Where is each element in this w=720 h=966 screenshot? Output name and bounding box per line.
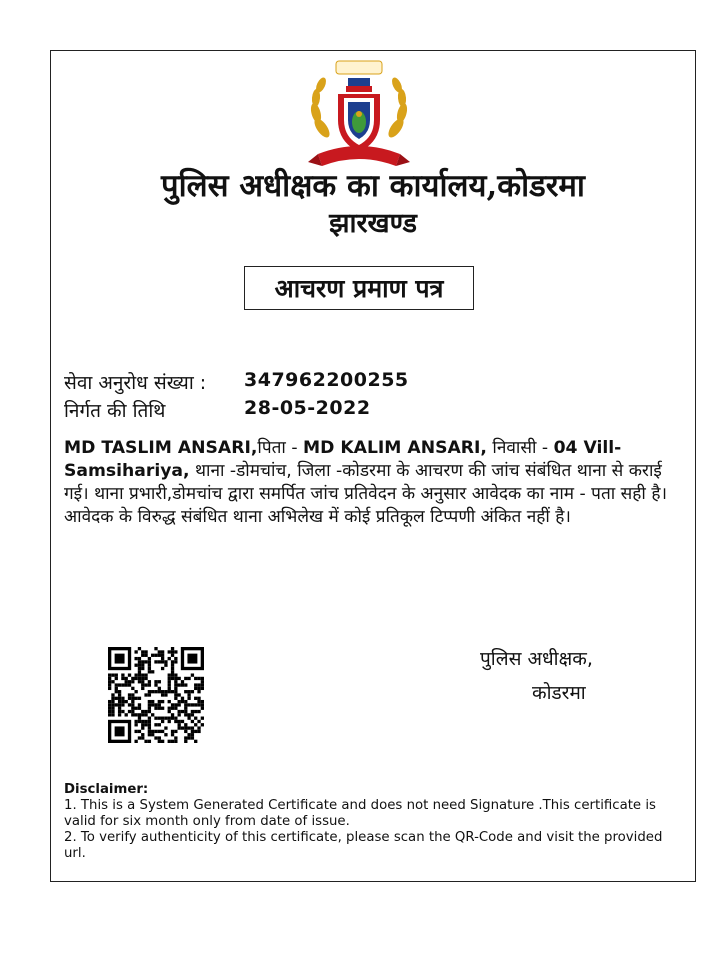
disclaimer <box>64 782 684 862</box>
applicant-name: MD TASLIM ANSARI, <box>64 438 258 458</box>
certificate-body <box>64 437 688 529</box>
jharkhand-police-emblem <box>300 58 418 176</box>
service-request-row <box>64 369 409 395</box>
signature-block <box>480 642 593 710</box>
father-name: MD KALIM ANSARI, <box>302 438 487 458</box>
office-title-line1: पुलिस अधीक्षक का कार्यालय,कोडरमा <box>161 168 585 204</box>
issue-date-label: निर्गत की तिथि <box>64 400 166 422</box>
disclaimer-point-2: 2. To verify authenticity of this certificate, please scan the QR-Code and visit the provided url. <box>64 830 663 861</box>
signature-line2: कोडरमा <box>532 682 586 704</box>
issue-date-value: 28-05-2022 <box>244 397 371 419</box>
resident-label: निवासी - <box>486 438 554 458</box>
issue-date-row <box>64 397 371 423</box>
body-statement: थाना -डोमचांच, जिला -कोडरमा के आचरण की जांच संबंधित थाना से कराई गई। थाना प्रभारी,डोमचांच द्वारा समर्पित जांच प्रतिवेदन के अनुसार आवेदक का नाम - पता सही है। आवेदक के विरुद्ध संबंधित थाना अभिलेख में कोई प्रतिकूल टिप्पणी अंकित नहीं है। <box>64 461 667 527</box>
disclaimer-heading: Disclaimer: <box>64 782 149 797</box>
service-request-value: 347962200255 <box>244 369 409 391</box>
applicant-address: 04 Vill- Samsihariya, <box>64 438 622 481</box>
service-request-label: सेवा अनुरोध संख्या : <box>64 372 207 394</box>
father-label: पिता - <box>257 438 303 458</box>
office-title-line2: झारखण्ड <box>329 208 417 239</box>
certificate-title: आचरण प्रमाण पत्र <box>244 266 474 310</box>
signature-line1: पुलिस अधीक्षक, <box>480 648 593 670</box>
qr-code[interactable] <box>108 647 204 743</box>
disclaimer-point-1: 1. This is a System Generated Certificate and does not need Signature .This certificate is valid for six month only from date of issue. <box>64 798 656 829</box>
